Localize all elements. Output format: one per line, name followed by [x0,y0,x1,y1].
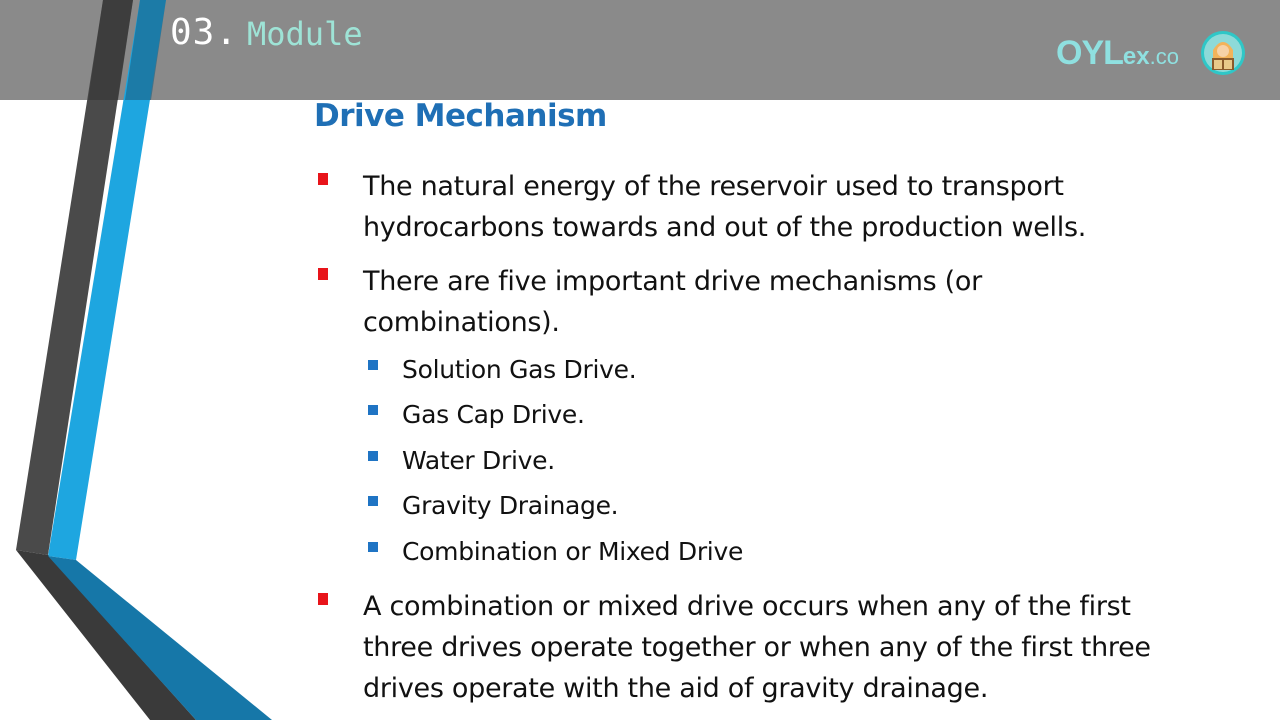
sub-bullet-marker-4 [368,496,378,506]
logo-main: OYL [1056,34,1123,72]
slide-title: Drive Mechanism [314,98,607,134]
bullet-marker-1 [318,173,328,185]
sub-bullet-marker-1 [368,360,378,370]
logo-text [1056,34,1179,73]
sub-bullet-text-1: Solution Gas Drive. [402,355,637,384]
bullet-text-2: There are five important drive mechanisms (or combinations). [363,266,982,338]
bullet-text-3: A combination or mixed drive occurs when any of the first three drives operate together or when any of the first three drives operate with the aid of gravity drainage. [363,591,1151,704]
stripe-blue-lower [48,556,272,720]
logo-co: .co [1149,44,1179,69]
logo-ex: ex [1122,43,1150,70]
sub-bullet-text-5: Combination or Mixed Drive [402,537,744,566]
sub-bullet-marker-2 [368,405,378,415]
bullet-text-1: The natural energy of the reservoir used to transport hydrocarbons towards and out of the production wells. [363,171,1087,243]
bullet-marker-2 [318,268,328,280]
sub-bullet-text-2: Gas Cap Drive. [402,400,585,429]
sub-bullet-marker-3 [368,451,378,461]
reader-avatar-icon [1200,30,1246,76]
sub-bullet-marker-5 [368,542,378,552]
brand-logo [1056,30,1256,84]
module-label: Module [247,15,363,53]
bullet-marker-3 [318,593,328,605]
module-number: 03. [170,12,239,53]
stripe-dark-lower [16,550,196,720]
sub-bullet-text-3: Water Drive. [402,446,555,475]
sub-bullet-text-4: Gravity Drainage. [402,491,619,520]
